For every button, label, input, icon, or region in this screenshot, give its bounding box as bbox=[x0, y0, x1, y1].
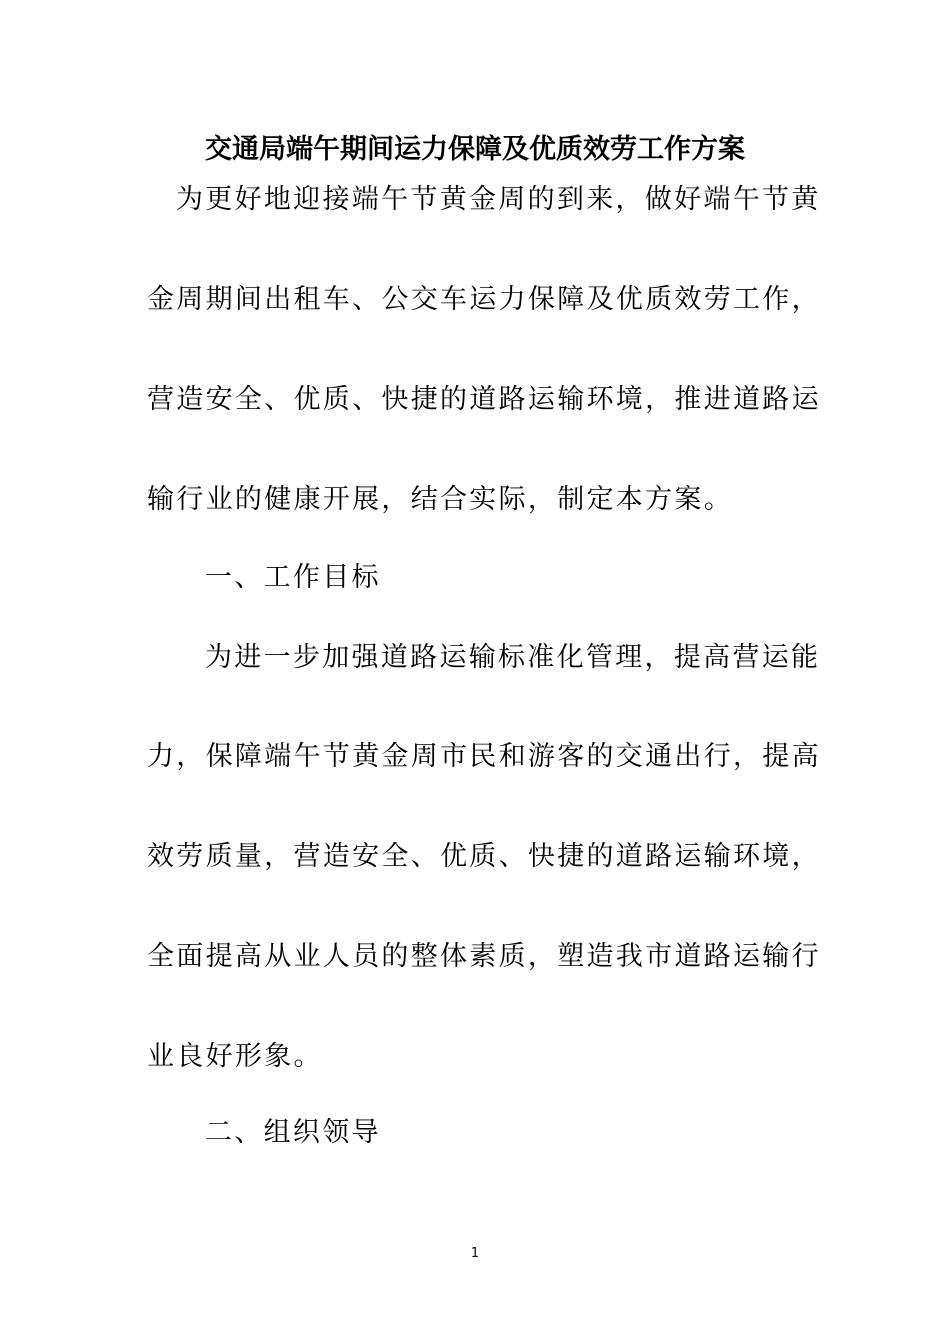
paragraph-line: 业良好形象。 bbox=[147, 1041, 323, 1072]
paragraph-line: 效劳质量，营造安全、优质、快捷的道路运输环境， bbox=[147, 841, 821, 872]
section-heading: 二、组织领导 bbox=[205, 1117, 381, 1148]
paragraph-line: 输行业的健康开展，结合实际，制定本方案。 bbox=[147, 484, 733, 515]
paragraph-line: 力，保障端午节黄金周市民和游客的交通出行，提高 bbox=[147, 741, 821, 772]
paragraph-line: 全面提高从业人员的整体素质，塑造我市道路运输行 bbox=[147, 941, 821, 972]
paragraph-line: 金周期间出租车、公交车运力保障及优质效劳工作， bbox=[147, 284, 821, 315]
page-title: 交通局端午期间运力保障及优质效劳工作方案 bbox=[205, 134, 745, 165]
paragraph-line: 为进一步加强道路运输标准化管理，提高营运能 bbox=[205, 642, 821, 673]
paragraph-line: 营造安全、优质、快捷的道路运输环境，推进道路运 bbox=[147, 384, 821, 415]
paragraph-line: 为更好地迎接端午节黄金周的到来，做好端午节黄 bbox=[176, 184, 821, 215]
page-number: 1 bbox=[470, 1246, 480, 1261]
section-heading: 一、工作目标 bbox=[205, 562, 381, 593]
